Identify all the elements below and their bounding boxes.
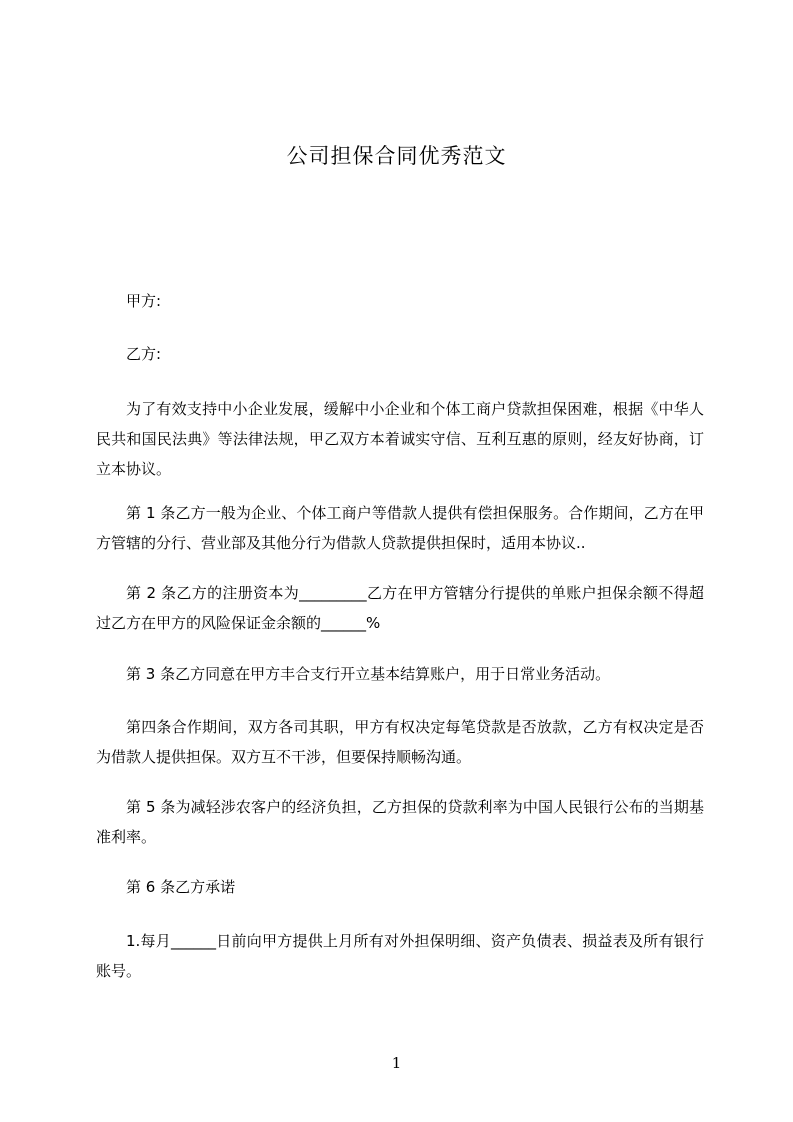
party-a-line: 甲方: — [126, 292, 162, 310]
article-4-paragraph: 第四条合作期间，双方各司其职，甲方有权决定每笔贷款是否放款，乙方有权决定是否为借款人提供担保。双方互不干涉，但要保持顺畅沟通。 — [96, 718, 704, 766]
article-1-paragraph: 第 1 条乙方一般为企业、个体工商户等借款人提供有偿担保服务。合作期间，乙方在甲方管辖的分行、营业部及其他分行为借款人贷款提供担保时，适用本协议.. — [96, 504, 704, 552]
page-number: 1 — [391, 1054, 402, 1072]
article-6-heading: 第 6 条乙方承诺 — [126, 878, 236, 896]
article-3-paragraph: 第 3 条乙方同意在甲方丰合支行开立基本结算账户，用于日常业务活动。 — [126, 665, 611, 683]
preamble-paragraph: 为了有效支持中小企业发展，缓解中小企业和个体工商户贷款担保困难，根据《中华人民共和国民法典》等法律法规，甲乙双方本着诚实守信、互利互惠的原则，经友好协商，订立本协议。 — [96, 400, 704, 478]
article-5-paragraph: 第 5 条为减轻涉农客户的经济负担，乙方担保的贷款利率为中国人民银行公布的当期基准利率。 — [96, 798, 704, 846]
party-b-line: 乙方: — [126, 345, 162, 363]
commitment-1-paragraph: 1.每月______日前向甲方提供上月所有对外担保明细、资产负债表、损益表及所有银行账号。 — [96, 932, 704, 980]
article-2-paragraph: 第 2 条乙方的注册资本为_________乙方在甲方管辖分行提供的单账户担保余额不得超过乙方在甲方的风险保证金余额的______% — [96, 584, 704, 632]
document-title: 公司担保合同优秀范文 — [286, 144, 507, 168]
